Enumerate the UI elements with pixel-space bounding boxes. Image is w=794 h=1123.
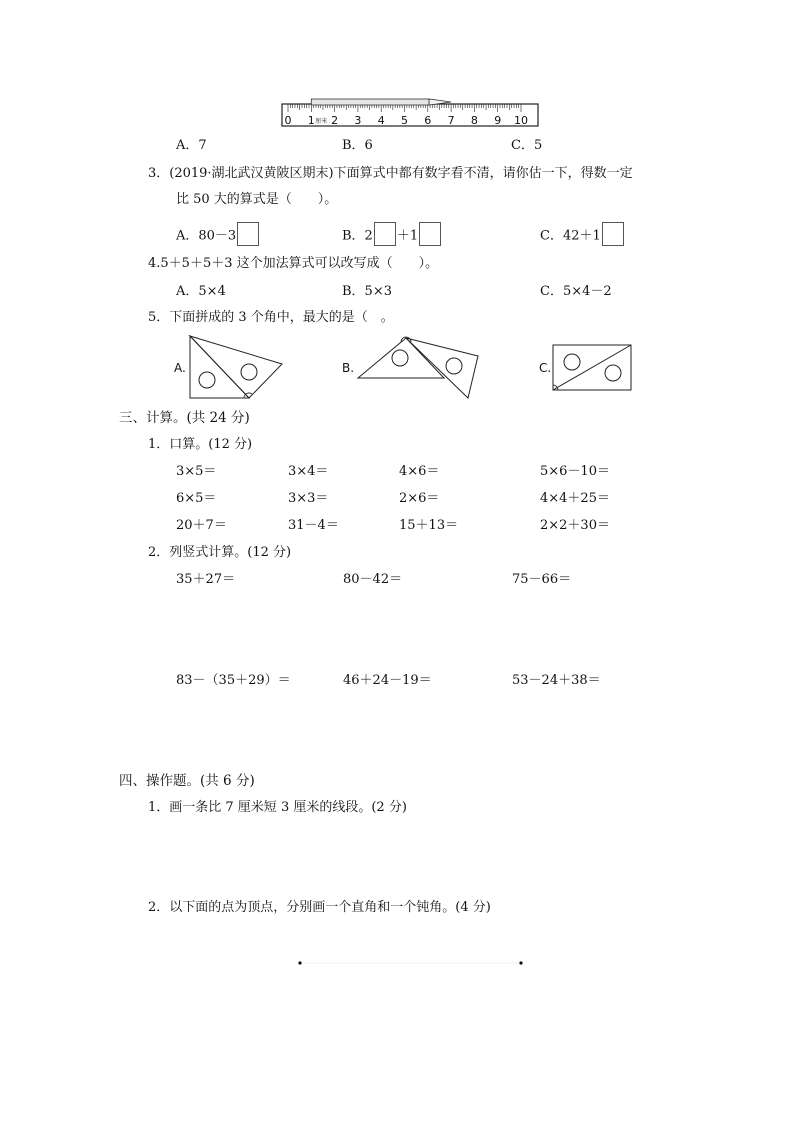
q5-label-b: B. [342,361,355,375]
q5-text: 5．下面拼成的 3 个角中，最大的是（ 。 [148,310,394,325]
vertical-item[interactable]: 53－24＋38＝ [512,673,601,688]
oral-item[interactable]: 6×5＝ [176,491,217,506]
oral-item[interactable]: 3×5＝ [176,464,217,479]
q3-option-c-text: C．42＋1 [540,228,601,244]
ruler-figure [280,96,542,130]
oral-item[interactable]: 4×4＋25＝ [540,491,610,506]
oral-item[interactable]: 2×2＋30＝ [540,518,610,533]
q4-option-b[interactable]: B．5×3 [342,284,392,299]
q5-label-a: A. [174,361,186,375]
ruler-number: 6 [424,114,432,127]
oral-calc-title: 1．口算。(12 分) [148,437,253,452]
blank-box [374,222,396,246]
blank-box [602,222,624,246]
vertical-item[interactable]: 83－（35＋29）＝ [176,673,291,688]
q5-figure-b[interactable] [340,334,482,400]
ruler-number: 2 [331,114,339,127]
q5-figure-a[interactable] [172,334,286,400]
ruler-number: 1 [307,114,315,127]
q4-option-a[interactable]: A．5×4 [176,284,226,299]
vertical-item[interactable]: 35＋27＝ [176,572,236,587]
ruler-number: 8 [470,114,478,127]
oral-item[interactable]: 2×6＝ [399,491,440,506]
vertical-item[interactable]: 75－66＝ [512,572,572,587]
blank-box [237,222,259,246]
vertical-calc-title: 2．列竖式计算。(12 分) [148,545,292,560]
q4-option-c[interactable]: C．5×4－2 [540,284,612,299]
oral-item[interactable]: 5×6－10＝ [540,464,610,479]
q2-option-b[interactable]: B．6 [342,138,373,153]
oral-item[interactable]: 20＋7＝ [176,518,227,533]
q3-text-line2: 比 50 大的算式是（ ）。 [176,192,338,207]
pencil [311,99,451,105]
ruler-number: 9 [494,114,502,127]
vertex-points[interactable] [292,956,528,968]
q3-option-b[interactable] [342,224,442,248]
op-q1-text: 1．画一条比 7 厘米短 3 厘米的线段。(2 分) [148,800,407,815]
oral-item[interactable]: 4×6＝ [399,464,440,479]
ruler-number: 0 [284,114,292,127]
ruler-number: 7 [447,114,455,127]
ruler-number: 5 [401,114,408,127]
vertical-item[interactable]: 80－42＝ [343,572,403,587]
ruler-number: 3 [354,114,362,127]
q3-option-a[interactable] [176,224,260,248]
q5-figure-c[interactable] [538,342,636,394]
section-3-title: 三、计算。(共 24 分) [119,410,250,426]
q3-option-b-pre: B．2 [342,228,373,244]
vertical-item[interactable]: 46＋24－19＝ [343,673,432,688]
section-4-title: 四、操作题。(共 6 分) [119,773,255,789]
vertex-point-right[interactable] [519,961,522,964]
q2-option-c[interactable]: C．5 [511,138,543,153]
ruler-unit-label: 厘米 [315,118,328,125]
oral-item[interactable]: 3×4＝ [288,464,329,479]
q5-label-c: C. [539,361,552,375]
ruler-number: 10 [514,114,528,127]
oral-item[interactable]: 3×3＝ [288,491,329,506]
oral-item[interactable]: 31－4＝ [288,518,339,533]
blank-box [419,222,441,246]
q2-option-a[interactable]: A．7 [176,138,207,153]
q3-option-c[interactable] [540,224,625,248]
oral-item[interactable]: 15＋13＝ [399,518,459,533]
op-q2-text: 2．以下面的点为顶点，分别画一个直角和一个钝角。(4 分) [148,900,491,915]
q3-option-b-mid: ＋1 [396,228,419,244]
q3-option-a-text: A．80－3 [176,228,237,244]
vertex-point-left[interactable] [298,961,301,964]
q4-text: 4.5＋5＋5＋3 这个加法算式可以改写成（ ）。 [148,256,439,271]
ruler-number: 4 [377,114,385,127]
q3-text-line1: 3．(2019·湖北武汉黄陂区期末)下面算式中都有数字看不清，请你估一下，得数一定 [148,166,633,181]
